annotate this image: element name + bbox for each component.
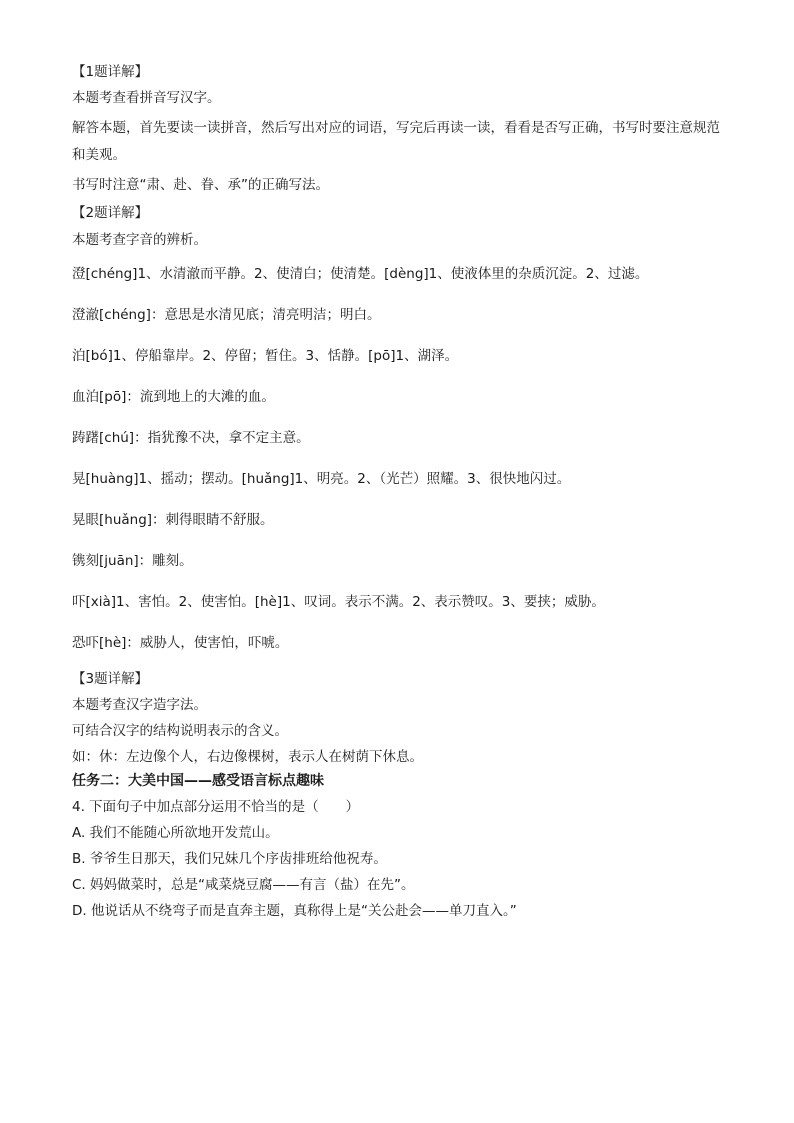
- section-2-heading: 【2题详解】: [72, 205, 149, 221]
- section-2-intro: 本题考查字音的辨析。: [72, 232, 207, 248]
- section-3-line-1: 本题考查汉字造字法。: [72, 697, 207, 713]
- option-c: C. 妈妈做菜时，总是“咸菜烧豆腐——有言（盐）在先”。: [72, 877, 415, 893]
- def-item: 晃[huàng]1、摇动；摆动。[huǎng]1、明亮。2、（光芒）照耀。3、很快地闪过。: [72, 471, 571, 487]
- task-title: 任务二：大美中国——感受语言标点趣味: [72, 773, 324, 789]
- section-1-line-2: 解答本题，首先要读一读拼音，然后写出对应的词语，写完后再读一读，看看是否写正确，书写时要注意规范和美观。: [72, 120, 720, 163]
- section-3-line-3: 如：休：左边像个人，右边像棵树，表示人在树荫下休息。: [72, 749, 423, 765]
- section-1-heading: 【1题详解】: [72, 64, 149, 80]
- def-item: 血泊[pō]：流到地上的大滩的血。: [72, 389, 275, 405]
- question-stem: 4. 下面句子中加点部分运用不恰当的是（ ）: [72, 799, 360, 815]
- option-b: B. 爷爷生日那天，我们兄妹几个序齿排班给他祝寿。: [72, 851, 387, 867]
- option-d: D. 他说话从不绕弯子而是直奔主题，真称得上是“关公赴会——单刀直入。”: [72, 903, 517, 919]
- def-item: 吓[xià]1、害怕。2、使害怕。[hè]1、叹词。表示不满。2、表示赞叹。3、要挟；威胁。: [72, 594, 605, 610]
- section-3-line-2: 可结合汉字的结构说明表示的含义。: [72, 723, 288, 739]
- def-item: 澄澈[chéng]：意思是水清见底；清亮明洁；明白。: [72, 307, 381, 323]
- section-1-line-1: 本题考查看拼音写汉字。: [72, 90, 221, 106]
- def-item: 澄[chéng]1、水清澈而平静。2、使清白；使清楚。[dèng]1、使液体里的杂质沉淀。2、过滤。: [72, 266, 649, 282]
- def-item: 踌躇[chú]：指犹豫不决，拿不定主意。: [72, 430, 310, 446]
- def-item: 泊[bó]1、停船靠岸。2、停留；暂住。3、恬静。[pō]1、湖泽。: [72, 348, 459, 364]
- section-1-line-3: 书写时注意“肃、赴、眷、承”的正确写法。: [72, 177, 329, 193]
- option-a: A. 我们不能随心所欲地开发荒山。: [72, 825, 279, 841]
- def-item: 恐吓[hè]：威胁人，使害怕，吓唬。: [72, 635, 289, 651]
- def-item: 晃眼[huǎng]：刺得眼睛不舒服。: [72, 512, 274, 528]
- section-3-heading: 【3题详解】: [72, 671, 149, 687]
- document-content: [72, 62, 732, 921]
- def-item: 镌刻[juān]：雕刻。: [72, 553, 193, 569]
